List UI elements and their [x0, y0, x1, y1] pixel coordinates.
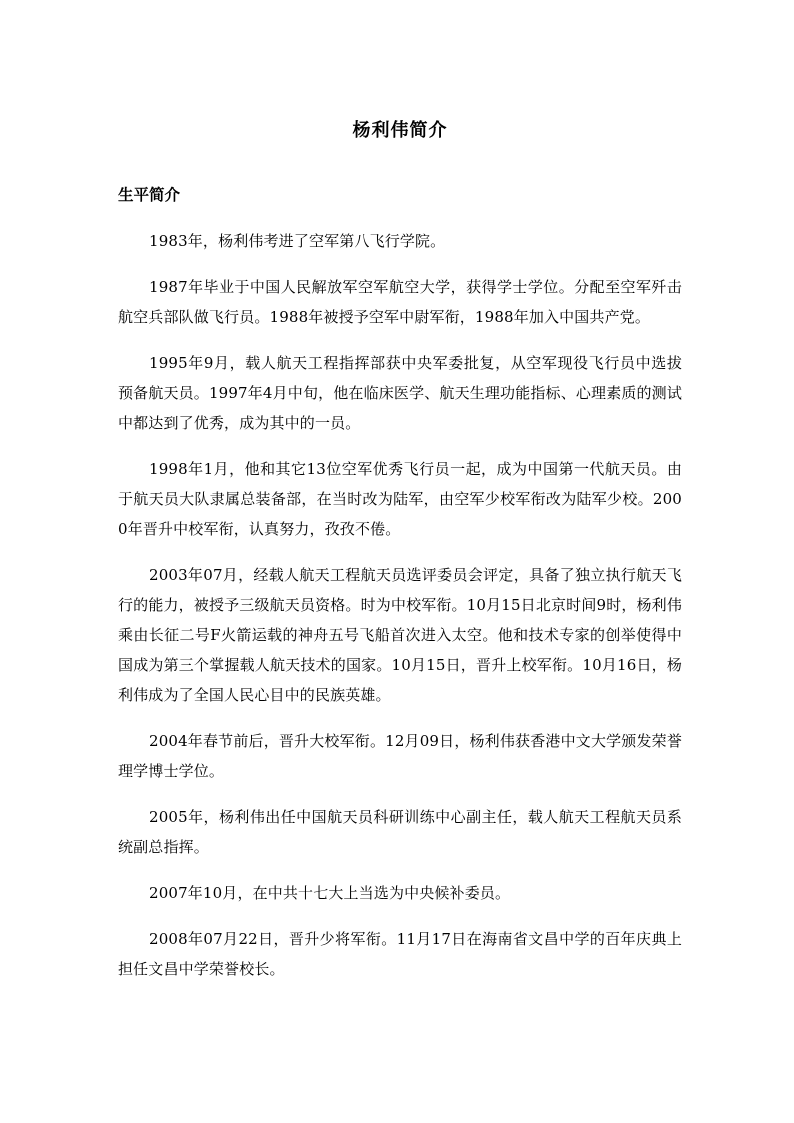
paragraph-2008: 2008年07月22日，晋升少将军衔。11月17日在海南省文昌中学的百年庆典上担任文昌中学荣誉校长。	[118, 930, 682, 978]
paragraph-1987: 1987年毕业于中国人民解放军空军航空大学，获得学士学位。分配至空军歼击航空兵部队做飞行员。1988年被授予空军中尉军衔，1988年加入中国共产党。	[118, 278, 682, 326]
paragraph-2004: 2004年春节前后，晋升大校军衔。12月09日，杨利伟获香港中文大学颁发荣誉理学博士学位。	[118, 732, 682, 780]
paragraph-1983: 1983年，杨利伟考进了空军第八飞行学院。	[149, 232, 446, 250]
paragraph-2005: 2005年，杨利伟出任中国航天员科研训练中心副主任，载人航天工程航天员系统副总指挥。	[118, 808, 682, 856]
paragraph-2003: 2003年07月，经载人航天工程航天员选评委员会评定，具备了独立执行航天飞行的能力，被授予三级航天员资格。时为中校军衔。10月15日北京时间9时，杨利伟乘由长征二号F火箭运载的神舟五号飞船首次进入太空。他和技术专家的创举使得中国成为第三个掌握载人航天技术的国家。10月15日，晋升上校军衔。10月16日，杨利伟成为了全国人民心目中的民族英雄。	[118, 566, 682, 704]
section-heading: 生平简介	[118, 185, 181, 204]
paragraph-2007: 2007年10月，在中共十七大上当选为中央候补委员。	[149, 884, 511, 902]
document-title: 杨利伟简介	[352, 120, 448, 141]
paragraph-1995: 1995年9月，载人航天工程指挥部获中央军委批复，从空军现役飞行员中选拔预备航天员。1997年4月中旬，他在临床医学、航天生理功能指标、心理素质的测试中都达到了优秀，成为其中的一员。	[118, 354, 682, 432]
paragraph-1998: 1998年1月，他和其它13位空军优秀飞行员一起，成为中国第一代航天员。由于航天员大队隶属总装备部，在当时改为陆军，由空军少校军衔改为陆军少校。2000年晋升中校军衔，认真努力，孜孜不倦。	[118, 460, 682, 538]
